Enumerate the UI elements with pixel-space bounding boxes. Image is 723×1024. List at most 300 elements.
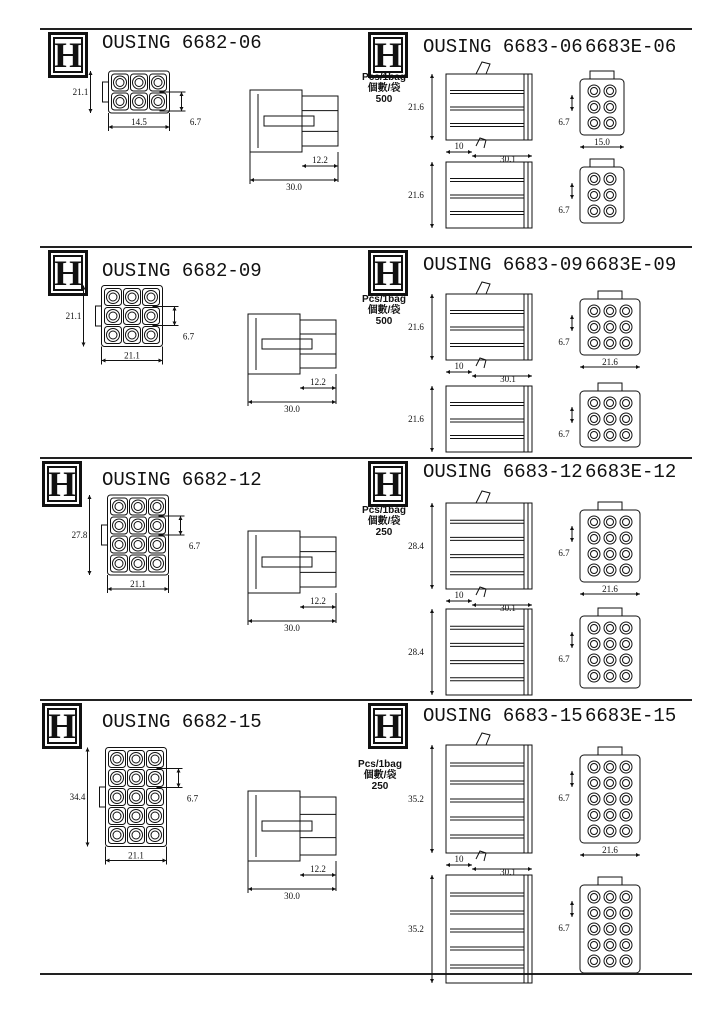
- mating-pitch-label: 6.7: [558, 205, 570, 215]
- arrowhead: [570, 327, 574, 331]
- side-view: [248, 791, 336, 901]
- mating-pitch-label: 6.7: [558, 923, 570, 933]
- mating-pin-hole: [588, 173, 600, 185]
- pcs-label: Pcs/1bag: [362, 294, 406, 305]
- latch-tab: [100, 787, 106, 807]
- mating-pin-inner: [607, 894, 614, 901]
- arrowhead: [468, 599, 472, 603]
- mating-pin-inner: [591, 208, 598, 215]
- mating-pin-hole: [620, 777, 632, 789]
- mating-pin-inner: [607, 120, 614, 127]
- arrowhead: [430, 162, 434, 166]
- mating-length-label: 30.1: [500, 603, 516, 613]
- arrowhead: [302, 164, 306, 168]
- pin-hole: [149, 791, 162, 804]
- mating-pin-inner: [623, 657, 630, 664]
- pin-cell: [149, 517, 166, 534]
- pin-hole: [149, 753, 162, 766]
- left-title: OUSING 6682-06: [102, 32, 262, 54]
- mating-pin-inner: [607, 673, 614, 680]
- pin-cell: [109, 808, 126, 825]
- pin-hole-inner: [151, 831, 159, 839]
- mating-pin-hole: [620, 532, 632, 544]
- side-pins: [302, 96, 338, 146]
- latch-hook: [476, 62, 490, 74]
- mating-pin-hole: [588, 337, 600, 349]
- mating-pin-hole: [588, 397, 600, 409]
- height-label: 27.8: [71, 530, 88, 540]
- mating-pin-inner: [607, 910, 614, 917]
- arrowhead: [248, 619, 252, 623]
- arrowhead: [179, 531, 183, 535]
- mating-pin-hole: [620, 413, 632, 425]
- pin-hole: [107, 310, 120, 323]
- mating-front-outline: [580, 616, 640, 688]
- width-label: 21.1: [130, 579, 146, 589]
- arrowhead: [102, 359, 106, 363]
- pin-hole-inner: [134, 541, 142, 549]
- arrowhead: [446, 863, 450, 867]
- side-terminal: [262, 557, 312, 567]
- pin-cell: [128, 827, 145, 844]
- mating-pin-hole: [604, 955, 616, 967]
- pin-hole: [111, 772, 124, 785]
- right-title: OUSING 6683-12: [423, 461, 583, 483]
- arrowhead: [636, 853, 640, 857]
- logo-h-left: H: [42, 703, 82, 749]
- mating-width-label: 21.6: [602, 357, 618, 367]
- pin-hole-inner: [115, 560, 123, 568]
- mating-pin-hole: [604, 939, 616, 951]
- mating-pin-inner: [623, 535, 630, 542]
- arrowhead: [300, 873, 304, 877]
- pin-hole: [145, 291, 158, 304]
- arrowhead: [570, 526, 574, 530]
- mating-pin-inner: [607, 535, 614, 542]
- pin-hole-inner: [132, 831, 140, 839]
- mating-pitch-label: 6.7: [558, 429, 570, 439]
- mating-pin-hole: [588, 516, 600, 528]
- pin-cell: [111, 555, 128, 572]
- mating-pin-hole: [588, 955, 600, 967]
- pcs-qty: 500: [375, 94, 393, 105]
- pin-hole-inner: [113, 755, 121, 763]
- arrowhead: [446, 599, 450, 603]
- pin-hole-inner: [151, 755, 159, 763]
- mating-pin-hole: [604, 907, 616, 919]
- mating-pin-inner: [591, 641, 598, 648]
- width-label: 14.5: [131, 117, 147, 127]
- arrowhead: [300, 605, 304, 609]
- mating-pin-hole: [588, 321, 600, 333]
- mating-height-label: 35.2: [408, 924, 424, 934]
- mating-pin-inner: [607, 551, 614, 558]
- pin-hole: [132, 557, 145, 570]
- mating-pitch-label: 6.7: [558, 654, 570, 664]
- mating-pin-hole: [588, 305, 600, 317]
- arrowhead: [528, 154, 532, 158]
- arrowhead: [180, 92, 184, 96]
- pin-hole-inner: [109, 293, 117, 301]
- arrowhead: [248, 887, 252, 891]
- arrowhead: [86, 748, 90, 752]
- left-title: OUSING 6682-15: [102, 711, 262, 733]
- mating-front-outline: [580, 167, 624, 223]
- pin-hole: [114, 76, 127, 89]
- logo-h-right: H: [368, 250, 408, 296]
- pcs-label-cn: 個數/袋: [367, 305, 401, 316]
- arrowhead: [570, 913, 574, 917]
- pin-cell: [131, 93, 148, 110]
- right-views: [408, 62, 624, 228]
- arrowhead: [580, 592, 584, 596]
- pin-cell: [147, 770, 164, 787]
- pin-hole-inner: [135, 79, 143, 87]
- mating-pin-hole: [604, 189, 616, 201]
- arrowhead: [580, 145, 584, 149]
- pin-hole: [152, 76, 165, 89]
- pin-hole: [126, 291, 139, 304]
- front-view: [72, 495, 201, 593]
- pin-cell: [111, 498, 128, 515]
- pin-hole-inner: [115, 503, 123, 511]
- length-label: 30.0: [286, 182, 302, 192]
- mating-pitch-label: 6.7: [558, 117, 570, 127]
- mating-pin-hole: [620, 891, 632, 903]
- mating-pin-hole: [604, 809, 616, 821]
- right-views: [408, 491, 640, 695]
- pin-cell: [143, 289, 160, 306]
- mating-top-tab: [598, 608, 622, 616]
- pin-cell: [111, 517, 128, 534]
- mating-height-label: 21.6: [408, 190, 424, 200]
- mating-pin-inner: [607, 192, 614, 199]
- pin-cell: [105, 327, 122, 344]
- pin-label: 12.2: [310, 377, 326, 387]
- mating-pin-hole: [604, 173, 616, 185]
- pin-hole-inner: [154, 98, 162, 106]
- mating-pin-inner: [623, 926, 630, 933]
- mating-height-label: 21.6: [408, 414, 424, 424]
- mating-pin-hole: [620, 761, 632, 773]
- arrowhead: [300, 386, 304, 390]
- mating-pin-hole: [588, 548, 600, 560]
- mating-top-tab: [598, 291, 622, 299]
- mating-pin-hole: [588, 429, 600, 441]
- arrowhead: [468, 863, 472, 867]
- mating-pin-hole: [588, 761, 600, 773]
- mating-pin-hole: [604, 825, 616, 837]
- mating-pin-hole: [588, 809, 600, 821]
- mating-pin-inner: [591, 764, 598, 771]
- mating-pin-inner: [591, 551, 598, 558]
- arrowhead: [430, 294, 434, 298]
- pin-hole: [113, 557, 126, 570]
- pin-label: 12.2: [310, 596, 326, 606]
- pin-cell: [149, 536, 166, 553]
- pin-hole: [111, 810, 124, 823]
- mating-pin-inner: [623, 812, 630, 819]
- mating-pin-hole: [604, 891, 616, 903]
- mating-pin-inner: [623, 958, 630, 965]
- arrowhead: [570, 783, 574, 787]
- width-label: 21.1: [124, 350, 140, 361]
- mating-pin-inner: [607, 942, 614, 949]
- mating-pin-inner: [607, 567, 614, 574]
- mating-pin-inner: [591, 120, 598, 127]
- latch-label: 10: [454, 590, 464, 600]
- logo-h-left: H: [42, 461, 82, 507]
- mating-pin-inner: [623, 894, 630, 901]
- pin-hole-inner: [153, 522, 161, 530]
- mating-pin-inner: [623, 828, 630, 835]
- mating-height-label: 35.2: [408, 794, 424, 804]
- front-view: [73, 71, 202, 131]
- pin-hole-inner: [154, 79, 162, 87]
- mating-pin-hole: [604, 548, 616, 560]
- mating-pin-hole: [604, 117, 616, 129]
- mating-pin-inner: [623, 625, 630, 632]
- arrowhead: [334, 164, 338, 168]
- pin-cell: [143, 308, 160, 325]
- arrowhead: [332, 619, 336, 623]
- pin-cell: [124, 289, 141, 306]
- pin-cell: [109, 827, 126, 844]
- mating-pin-hole: [620, 809, 632, 821]
- arrowhead: [163, 859, 167, 863]
- mating-pin-inner: [607, 324, 614, 331]
- mating-pin-hole: [604, 777, 616, 789]
- mating-side-body: [446, 609, 532, 695]
- mating-height-label: 28.4: [408, 541, 424, 551]
- mating-pin-inner: [591, 308, 598, 315]
- arrowhead: [430, 585, 434, 589]
- mating-pin-inner: [607, 641, 614, 648]
- pin-hole-inner: [116, 79, 124, 87]
- mating-front-outline: [580, 885, 640, 973]
- mating-pin-hole: [620, 955, 632, 967]
- right-title-e: 6683E-12: [585, 461, 677, 483]
- mating-pin-hole: [604, 622, 616, 634]
- pin-hole: [149, 772, 162, 785]
- pin-hole: [132, 500, 145, 513]
- pin-hole-inner: [151, 793, 159, 801]
- pin-hole: [149, 810, 162, 823]
- arrowhead: [570, 95, 574, 99]
- arrowhead: [430, 609, 434, 613]
- latch-label: 10: [454, 361, 464, 371]
- mating-pin-hole: [604, 397, 616, 409]
- arrowhead: [580, 853, 584, 857]
- mating-pin-inner: [623, 641, 630, 648]
- mating-pin-hole: [604, 205, 616, 217]
- mating-pin-inner: [591, 519, 598, 526]
- right-views: [408, 282, 640, 452]
- arrowhead: [430, 356, 434, 360]
- mating-pin-inner: [591, 828, 598, 835]
- mating-pin-inner: [623, 673, 630, 680]
- logo-h-right: H: [368, 703, 408, 749]
- mating-pin-inner: [607, 88, 614, 95]
- pin-cell: [109, 751, 126, 768]
- arrowhead: [108, 587, 112, 591]
- mating-top-tab: [590, 159, 614, 167]
- pin-hole: [113, 519, 126, 532]
- pin-hole: [130, 772, 143, 785]
- pin-hole-inner: [128, 293, 136, 301]
- arrowhead: [570, 538, 574, 542]
- mating-pin-inner: [591, 942, 598, 949]
- arrowhead: [430, 979, 434, 983]
- left-title: OUSING 6682-09: [102, 260, 262, 282]
- mating-height-label: 21.6: [408, 102, 424, 112]
- mating-pin-hole: [620, 397, 632, 409]
- mating-pin-inner: [591, 324, 598, 331]
- mating-front-outline: [580, 510, 640, 582]
- pin-cell: [147, 808, 164, 825]
- pin-hole: [151, 519, 164, 532]
- mating-pin-inner: [591, 567, 598, 574]
- mating-pin-inner: [607, 657, 614, 664]
- section-6682-15: [0, 701, 723, 973]
- mating-pin-inner: [591, 416, 598, 423]
- mating-pin-inner: [623, 764, 630, 771]
- mating-top-tab: [598, 383, 622, 391]
- arrowhead: [528, 374, 532, 378]
- arrowhead: [89, 71, 93, 75]
- mating-pin-inner: [591, 780, 598, 787]
- pin-cell: [109, 789, 126, 806]
- mating-pin-hole: [604, 101, 616, 113]
- arrowhead: [472, 374, 476, 378]
- pin-hole-inner: [153, 503, 161, 511]
- arrowhead: [173, 322, 177, 326]
- mating-front-outline: [580, 79, 624, 135]
- pin-hole: [152, 95, 165, 108]
- pin-cell: [130, 555, 147, 572]
- pin-hole: [132, 538, 145, 551]
- mating-pin-inner: [607, 958, 614, 965]
- side-terminal: [264, 116, 314, 126]
- section-6682-09: [0, 248, 723, 457]
- logo-h-right: H: [368, 461, 408, 507]
- latch-hook: [476, 491, 490, 503]
- arrowhead: [570, 315, 574, 319]
- arrowhead: [334, 178, 338, 182]
- mating-length-label: 30.1: [500, 154, 516, 164]
- arrowhead: [570, 195, 574, 199]
- mating-pin-hole: [588, 654, 600, 666]
- mating-pin-hole: [620, 825, 632, 837]
- arrowhead: [332, 400, 336, 404]
- mating-pin-hole: [604, 564, 616, 576]
- pin-cell: [147, 827, 164, 844]
- arrowhead: [180, 107, 184, 111]
- mating-pin-hole: [588, 670, 600, 682]
- pcs-label-cn: 個數/袋: [367, 516, 401, 527]
- mating-pin-inner: [607, 796, 614, 803]
- mating-pin-inner: [607, 176, 614, 183]
- mating-height-label: 21.6: [408, 322, 424, 332]
- mating-pin-inner: [591, 958, 598, 965]
- mating-pin-hole: [620, 907, 632, 919]
- arrowhead: [179, 516, 183, 520]
- arrowhead: [106, 859, 110, 863]
- mating-pin-hole: [604, 516, 616, 528]
- logo-h-left: H: [48, 250, 88, 296]
- latch-hook: [476, 282, 490, 294]
- pin-hole-inner: [116, 98, 124, 106]
- pin-hole-inner: [153, 560, 161, 568]
- arrowhead: [82, 286, 86, 290]
- mating-pin-hole: [588, 777, 600, 789]
- pcs-qty: 250: [371, 781, 389, 792]
- logo-h-right: H: [368, 32, 408, 78]
- arrowhead: [166, 125, 170, 129]
- mating-pin-hole: [604, 532, 616, 544]
- mating-pin-hole: [588, 907, 600, 919]
- right-views: [408, 733, 640, 983]
- mating-width-label: 21.6: [602, 845, 618, 855]
- pin-hole-inner: [132, 755, 140, 763]
- right-title: OUSING 6683-06: [423, 36, 583, 58]
- arrowhead: [446, 370, 450, 374]
- arrowhead: [580, 365, 584, 369]
- pin-hole: [130, 753, 143, 766]
- latch-tab: [102, 525, 108, 545]
- arrowhead: [165, 587, 169, 591]
- pcs-qty: 500: [375, 316, 393, 327]
- mating-pin-hole: [620, 564, 632, 576]
- mating-pin-inner: [607, 340, 614, 347]
- arrowhead: [82, 343, 86, 347]
- arrowhead: [430, 691, 434, 695]
- drawing: [0, 701, 723, 973]
- width-label: 21.1: [128, 850, 144, 861]
- mating-pin-hole: [620, 654, 632, 666]
- pin-cell: [149, 555, 166, 572]
- pin-hole: [130, 829, 143, 842]
- pin-cell: [143, 327, 160, 344]
- mating-pin-hole: [588, 532, 600, 544]
- mating-pin-hole: [588, 825, 600, 837]
- drawing-left: [0, 30, 723, 246]
- pin-hole-inner: [151, 774, 159, 782]
- pin-cell: [149, 498, 166, 515]
- arrowhead: [88, 571, 92, 575]
- pin-hole-inner: [113, 812, 121, 820]
- pcs-label: Pcs/1bag: [362, 505, 406, 516]
- arrowhead: [446, 150, 450, 154]
- pin-hole-inner: [134, 560, 142, 568]
- pin-hole-inner: [132, 774, 140, 782]
- pin-hole-inner: [135, 98, 143, 106]
- mating-pin-inner: [607, 308, 614, 315]
- pin-hole: [149, 829, 162, 842]
- mating-pin-hole: [604, 761, 616, 773]
- mating-pin-inner: [623, 551, 630, 558]
- mating-pin-inner: [591, 192, 598, 199]
- arrowhead: [430, 136, 434, 140]
- mating-pin-hole: [620, 923, 632, 935]
- pin-label: 12.2: [312, 155, 328, 165]
- arrowhead: [468, 370, 472, 374]
- drawing: [0, 248, 723, 457]
- mating-pin-hole: [588, 117, 600, 129]
- latch-label: 10: [454, 854, 464, 864]
- arrowhead: [570, 419, 574, 423]
- mating-pitch-label: 6.7: [558, 548, 570, 558]
